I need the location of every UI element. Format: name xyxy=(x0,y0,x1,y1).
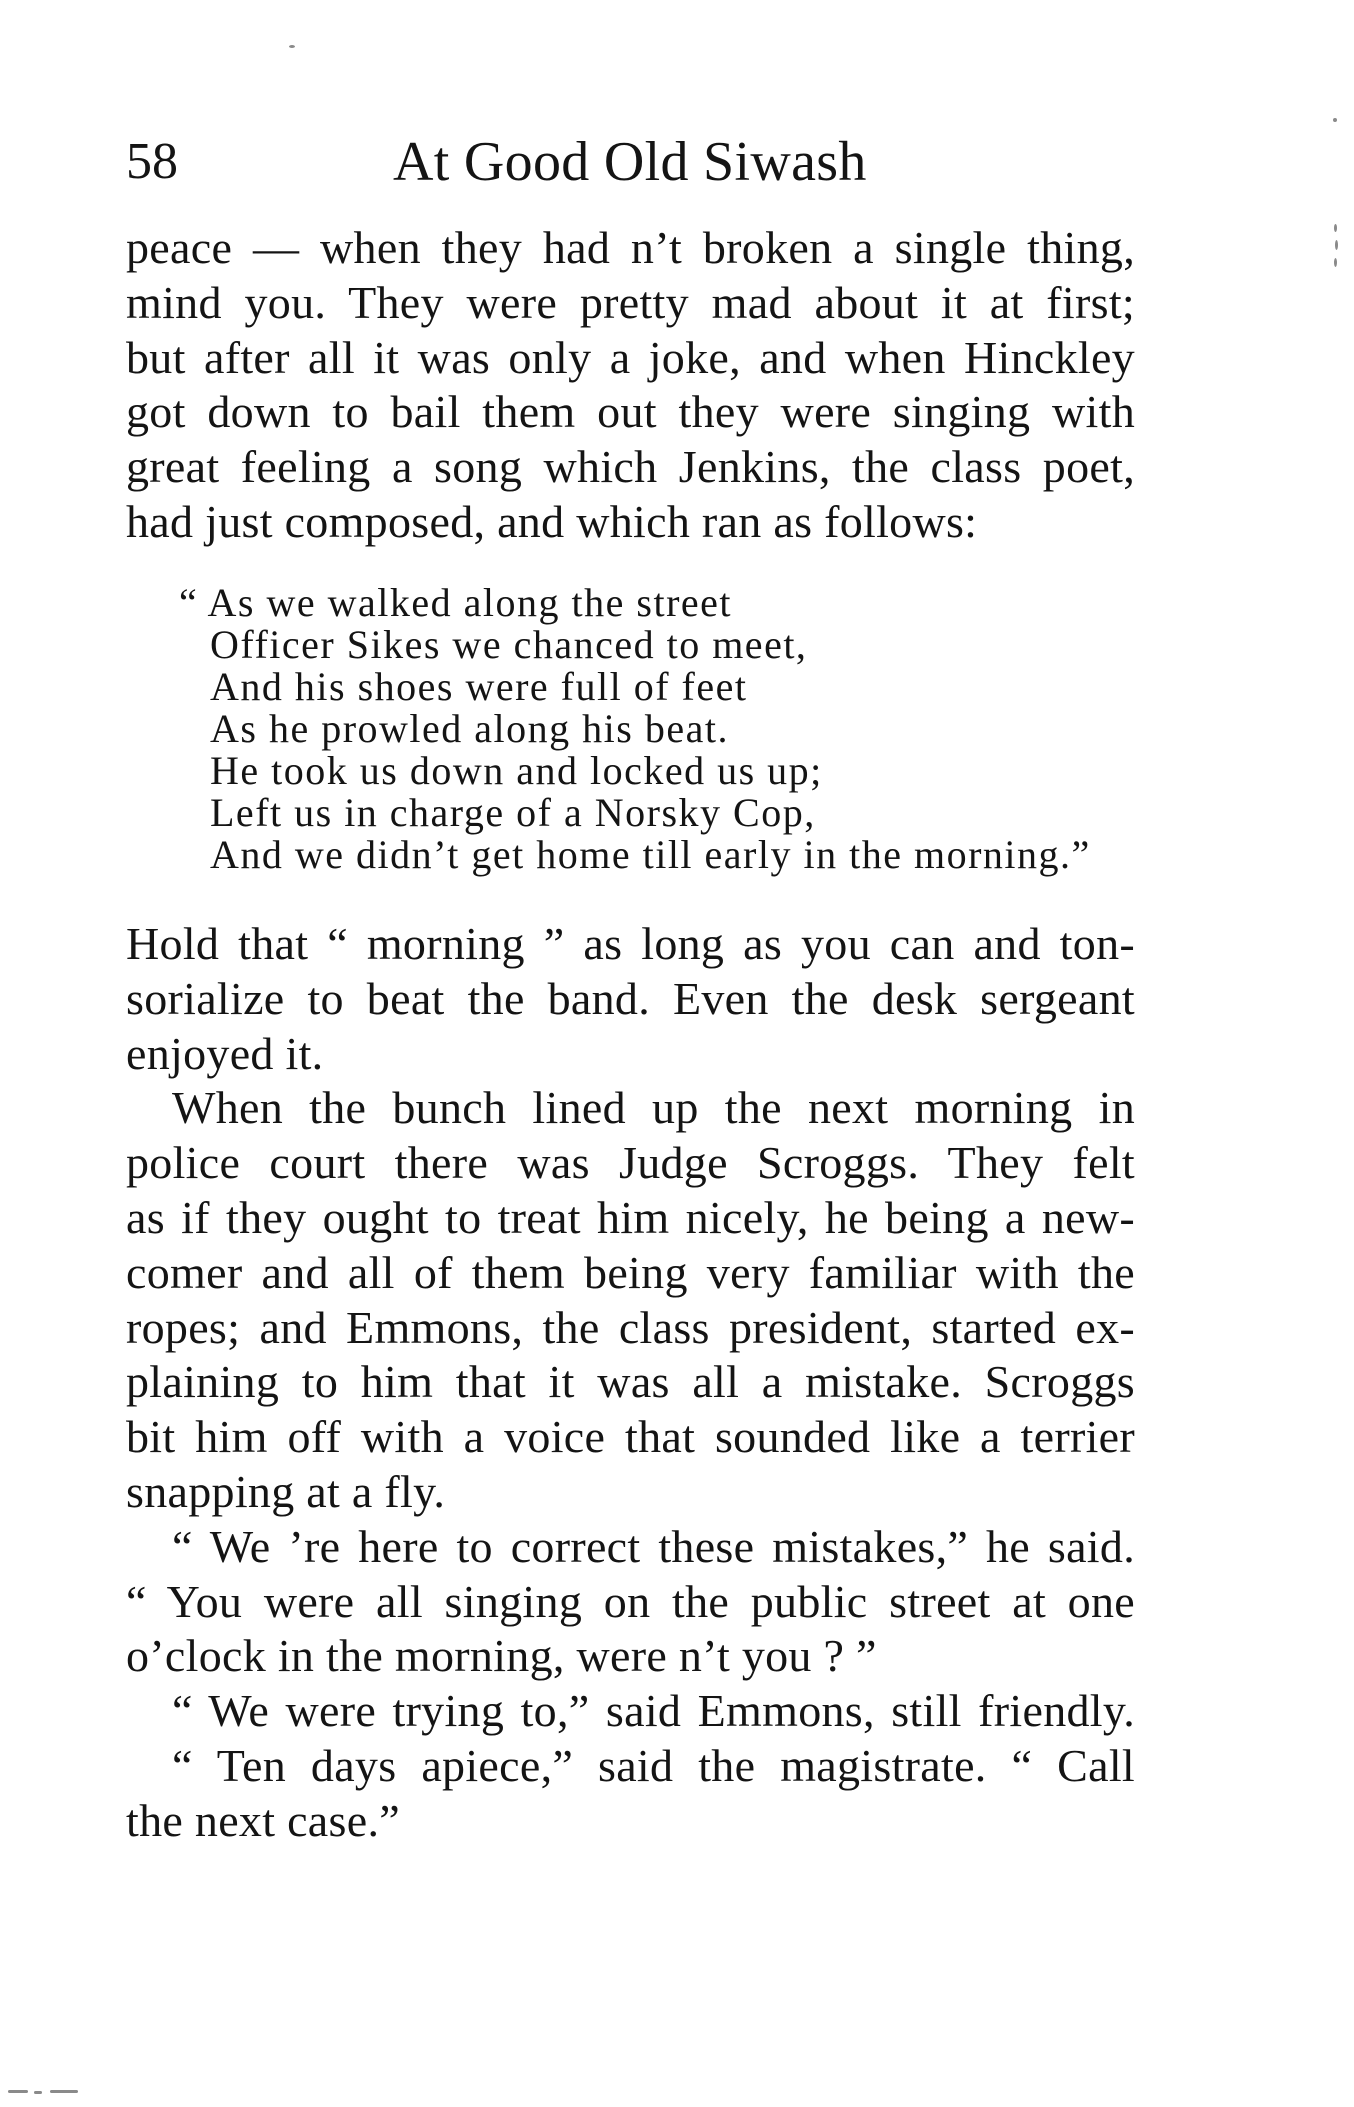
text-line: as if they ought to treat him nicely, he being a new- xyxy=(126,1191,1135,1243)
text-line: had just composed, and which ran as follows: xyxy=(126,495,978,547)
poem-line: “ As we walked along the street xyxy=(179,580,733,625)
poem-block xyxy=(179,580,1135,877)
scan-speck xyxy=(50,2090,78,2093)
text-body xyxy=(126,917,1135,1849)
text-line: snapping at a fly. xyxy=(126,1465,446,1517)
text-line: bit him off with a voice that sounded like a terrier xyxy=(126,1411,1135,1463)
text-line: “ You were all singing on the public street at one xyxy=(126,1575,1135,1627)
poem-line: And we didn’t get home till early in the morning.” xyxy=(210,832,1091,877)
poem-line: And his shoes were full of feet xyxy=(210,664,748,709)
paragraph xyxy=(126,221,1135,550)
poem-line: Officer Sikes we chanced to meet, xyxy=(210,622,808,667)
poem-line: He took us down and locked us up; xyxy=(210,748,823,793)
text-line: When the bunch lined up the next morning in xyxy=(172,1082,1135,1134)
scan-speck xyxy=(8,2090,28,2093)
scan-speck xyxy=(1334,224,1337,232)
text-line: “ We ’re here to correct these mistakes,” he said. xyxy=(172,1520,1135,1572)
page-number: 58 xyxy=(126,133,178,190)
scan-speck xyxy=(1335,240,1338,250)
text-line: got down to bail them out they were singing with xyxy=(126,386,1135,438)
text-line: police court there was Judge Scroggs. They felt xyxy=(126,1137,1135,1189)
text-line: “ Ten days apiece,” said the magistrate. “ Call xyxy=(172,1739,1135,1791)
running-head-title: At Good Old Siwash xyxy=(393,131,867,193)
text-line: but after all it was only a joke, and when Hinckley xyxy=(126,331,1135,383)
scan-speck xyxy=(289,45,295,48)
scan-speck xyxy=(1333,118,1337,122)
scan-speck xyxy=(1334,258,1337,267)
text-line: sorialize to beat the band. Even the desk sergeant xyxy=(126,972,1135,1024)
text-line: mind you. They were pretty mad about it at first; xyxy=(126,276,1135,328)
text-line: “ We were trying to,” said Emmons, still friendly. xyxy=(172,1685,1135,1737)
text-line: great feeling a song which Jenkins, the class poet, xyxy=(126,441,1135,493)
poem-line: Left us in charge of a Norsky Cop, xyxy=(210,790,816,835)
text-line: enjoyed it. xyxy=(126,1027,324,1079)
text-line: the next case.” xyxy=(126,1794,400,1846)
text-line: Hold that “ morning ” as long as you can and ton- xyxy=(126,918,1135,969)
poem-line: As he prowled along his beat. xyxy=(210,706,729,751)
text-line: ropes; and Emmons, the class president, started ex- xyxy=(126,1301,1135,1353)
text-line: peace — when they had n’t broken a single thing, xyxy=(126,222,1135,273)
text-line: comer and all of them being very familiar with the xyxy=(126,1246,1135,1298)
text-line: o’clock in the morning, were n’t you ? ” xyxy=(126,1630,877,1682)
text-line: plaining to him that it was all a mistake. Scroggs xyxy=(126,1356,1135,1408)
scan-speck xyxy=(34,2091,42,2094)
